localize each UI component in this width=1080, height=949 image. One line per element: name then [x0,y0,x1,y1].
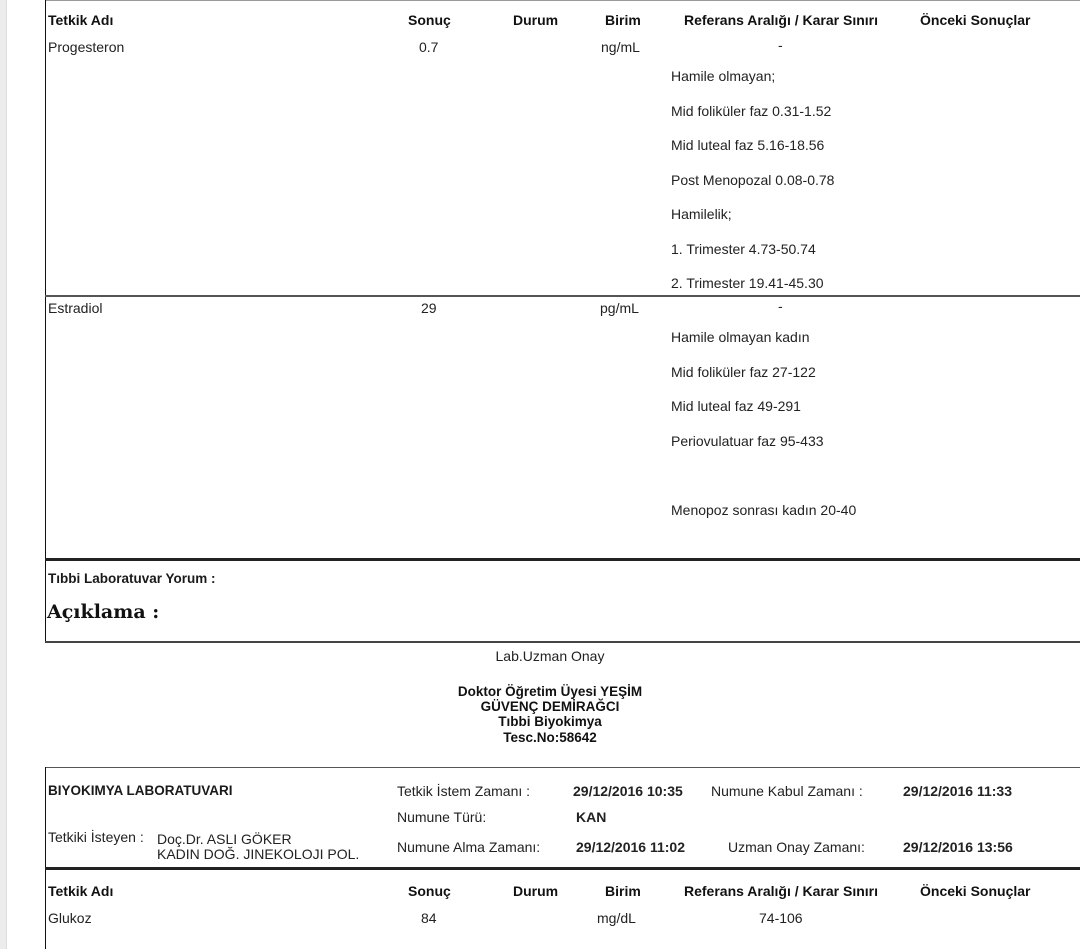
col-previous: Önceki Sonuçlar [920,883,1031,899]
reference-line: Mid foliküler faz 0.31-1.52 [671,103,832,119]
reference-line: 1. Trimester 4.73-50.74 [671,241,816,257]
test-reference-main: - [778,37,783,53]
page-edge [0,0,7,949]
requester-department: KADIN DOĞ. JINEKOLOJI POL. [157,846,360,862]
test-unit: mg/dL [597,910,636,926]
col-status: Durum [513,883,559,899]
lab-name: BIYOKIMYA LABORATUVARI [48,783,233,798]
sample-accept-label: Numune Kabul Zamanı : [711,783,863,799]
reference-line: Post Menopozal 0.08-0.78 [671,172,835,188]
col-result: Sonuç [408,12,451,28]
expert-approve-label: Uzman Onay Zamanı: [728,839,865,855]
requester-name: Doç.Dr. ASLI GÖKER [157,831,292,847]
test-unit: ng/mL [601,39,640,55]
approval-label: Lab.Uzman Onay [495,648,605,664]
requester-label: Tetkiki İsteyen : [48,829,144,845]
reference-line: Hamilelik; [671,206,732,222]
col-reference: Referans Aralığı / Karar Sınırı [684,883,878,899]
explanation-label: Açıklama : [47,601,160,623]
test-name: Estradiol [48,300,103,316]
request-time-label: Tetkik İstem Zamanı : [397,783,531,799]
reference-line: Menopoz sonrası kadın 20-40 [671,502,857,518]
table-top-border [45,0,1080,1]
test-result: 0.7 [419,39,439,55]
reference-line: Mid luteal faz 5.16-18.56 [671,137,825,153]
request-time: 29/12/2016 10:35 [573,783,683,799]
reference-line: Mid luteal faz 49-291 [671,398,801,414]
section-divider [45,558,1080,561]
table-left-border [45,0,46,643]
test-unit: pg/mL [600,300,639,316]
test-reference-main: - [778,298,783,314]
info-left-border [45,767,46,949]
sample-accept-time: 29/12/2016 11:33 [903,783,1012,799]
col-unit: Birim [605,883,641,899]
test-name: Glukoz [48,910,92,926]
col-previous: Önceki Sonuçlar [920,12,1031,28]
reference-line: Hamile olmayan kadın [671,329,810,345]
reference-line: Periovulatuar faz 95-433 [671,433,824,449]
row-divider [45,295,1080,297]
approver-department: Tıbbi Biyokimya [498,714,602,729]
test-result: 84 [421,910,437,926]
sample-collect-label: Numune Alma Zamanı: [397,839,541,855]
test-result: 29 [421,300,437,316]
test-name: Progesteron [48,39,125,55]
sample-collect-time: 29/12/2016 11:02 [576,839,685,855]
col-unit: Birim [605,12,641,28]
sample-type: KAN [576,809,607,825]
approver-title: Doktor Öğretim Üyesi YEŞİM [457,684,643,699]
info-top-border [45,767,1080,768]
approver-surname: GÜVENÇ DEMİRAĞCI [480,699,620,714]
reference-line: Hamile olmayan; [671,68,776,84]
approver-registration: Tesc.No:58642 [503,730,597,745]
reference-line: Mid foliküler faz 27-122 [671,364,816,380]
comment-bottom-border [45,641,1080,643]
sample-type-label: Numune Türü: [397,809,487,825]
col-result: Sonuç [408,883,451,899]
test-reference: 74-106 [759,910,803,926]
lab-comment-label: Tıbbi Laboratuvar Yorum : [48,571,216,586]
col-test-name: Tetkik Adı [48,883,114,899]
expert-approve-time: 29/12/2016 13:56 [903,839,1013,855]
col-test-name: Tetkik Adı [48,12,114,28]
info-bottom-border [45,867,1080,870]
col-status: Durum [513,12,559,28]
col-reference: Referans Aralığı / Karar Sınırı [684,12,878,28]
reference-line: 2. Trimester 19.41-45.30 [671,275,824,291]
